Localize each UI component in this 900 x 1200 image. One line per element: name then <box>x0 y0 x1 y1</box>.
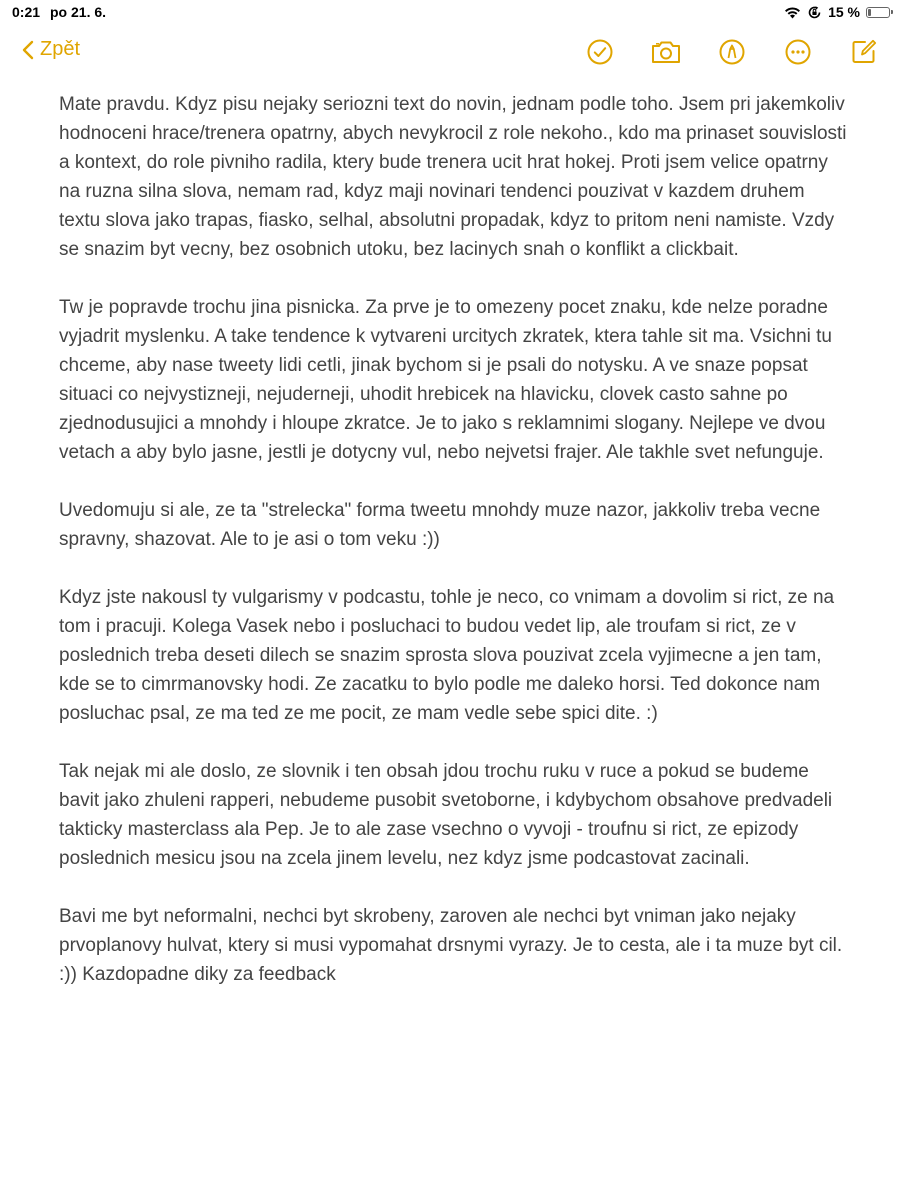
camera-button[interactable] <box>650 36 682 68</box>
note-paragraph-4: Kdyz jste nakousl ty vulgarismy v podcastu, tohle je neco, co vnimam a dovolim si rict, ze na tom i pracuji. Kolega Vasek nebo i posluchaci to budou vedet lip, ale troufam si rict, ze v poslednich treba deseti dilech se snazim sprosta slova pouzivat zcela vyjimecne a jen tam, kde se to cimrmanovsky hodi. Ze zacatku to bylo podle me daleko horsi. Ted dokonce nam posluchac psal, ze ma ted ze me pocit, ze mam vedle sebe spici dite. :) <box>59 587 835 724</box>
battery-percent: 15 % <box>828 4 860 20</box>
note-paragraph-5: Tak nejak mi ale doslo, ze slovnik i ten obsah jdou trochu ruku v ruce a pokud se budeme bavit jako zhuleni rapperi, nebudeme pusobit svetoborne, i kdybychom obsahove predvadeli takticky masterclass ala Pep. Je to ale zase vsechno o vyvoji - troufnu si rict, ze epizody poslednich mesicu jsou na zcela jinem levelu, nez kdyz jsme podcastovat zacinali. <box>59 761 833 869</box>
nav-bar <box>0 30 900 78</box>
compose-icon <box>850 38 878 66</box>
battery-icon <box>866 7 890 18</box>
note-toolbar <box>584 36 880 68</box>
markup-button[interactable] <box>716 36 748 68</box>
orientation-lock-icon <box>807 5 822 20</box>
back-button[interactable] <box>22 38 80 61</box>
status-time: 0:21 <box>12 4 41 20</box>
battery-level <box>868 9 871 16</box>
note-paragraph-1: Mate pravdu. Kdyz pisu nejaky seriozni text do novin, jednam podle toho. Jsem pri jakemkoliv hodnoceni hrace/trenera opatrny, abych nevykrocil z role nekoho., kdo ma prinaset souvislosti a kontext, do role pivniho radila, ktery bude trenera ucit hrat hokej. Proti jsem velice opatrny na ruzna silna slova, nemam rad, kdyz maji novinari tendenci pouzivat v kazdem druhem textu slova jako trapas, fiasko, selhal, absolutni propadak, kdyz to pritom neni namiste. Vzdy se snazim byt vecny, bez osobnich utoku, bez lacinych snah o konflikt a clickbait. <box>59 94 847 260</box>
markup-pen-icon <box>718 38 746 66</box>
status-bar <box>0 0 900 24</box>
back-label: Zpět <box>40 38 81 60</box>
note-paragraph-3: Uvedomuju si ale, ze ta "strelecka" forma tweetu mnohdy muze nazor, jakkoliv treba vecne spravny, shazovat. Ale to je asi o tom veku :)) <box>59 500 821 550</box>
checklist-button[interactable] <box>584 36 616 68</box>
compose-button[interactable] <box>848 36 880 68</box>
wifi-icon <box>784 6 801 19</box>
chevron-left-icon <box>22 40 34 60</box>
note-body[interactable] <box>59 90 849 1018</box>
note-paragraph-2: Tw je popravde trochu jina pisnicka. Za prve je to omezeny pocet znaku, kde nelze poradne vyjadrit myslenku. A take tendence k vytvareni urcitych zkratek, ktera tahle sit ma. Vsichni tu chceme, aby nase tweety lidi cetli, jinak bychom si je psali do notysku. A ve snaze popsat situaci co nejvystizneji, nejuderneji, uhodit hrebicek na hlavicku, clovek casto sahne po zjednodusujici a mnohdy i hloupe zkratce. Je to jako s reklamnimi slogany. Nejlepe ve dvou vetach a aby bylo jasne, jestli je dotycny vul, nebo nejvetsi frajer. Ale takhle svet nefunguje. <box>59 297 832 463</box>
more-icon <box>784 38 812 66</box>
checklist-icon <box>586 38 614 66</box>
camera-icon <box>650 39 682 65</box>
status-indicators <box>784 3 890 21</box>
note-paragraph-6: Bavi me byt neformalni, nechci byt skrobeny, zaroven ale nechci byt vniman jako nejaky prvoplanovy hulvat, ktery si musi vypomahat drsnymi vyrazy. Je to cesta, ale i ta muze byt cil. :)) Kazdopadne diky za feedback <box>59 906 843 985</box>
more-button[interactable] <box>782 36 814 68</box>
status-date: po 21. 6. <box>50 4 107 20</box>
